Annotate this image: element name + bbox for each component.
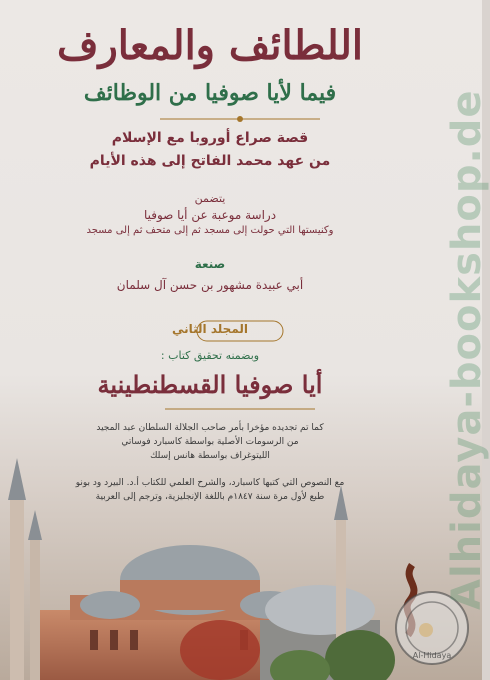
volume-label: المجلد الثاني <box>172 322 248 336</box>
book-title: أيا صوفيا القسطنطينية <box>97 370 323 399</box>
churches-line: وكنيستها التي حولت إلى مسجد ثم إلى متحف ثم إلى مسجد <box>86 225 334 236</box>
contains-label: يتضمن <box>194 192 226 205</box>
description-line-1: كما تم تجديده مؤخرا بأمر صاحب الجلالة السلطان عبد المجيد <box>96 423 324 433</box>
made-by-label: صنعة <box>194 257 226 271</box>
divider-ornament-2 <box>160 404 320 414</box>
description-line-4: مع النصوص التي كتبها كاسبارد، والشرح العلمي للكتاب أ.د. البيرد ود بونو <box>75 478 345 488</box>
subtitle-1: قصة صراع أوروبا مع الإسلام <box>111 130 309 146</box>
title-main: اللطائف والمعارف <box>56 22 363 69</box>
description-line-5: طبع لأول مرة سنة ١٨٤٧م باللغة الإنجليزية، وترجم إلى العربية <box>95 492 325 502</box>
includes-label: وبضمنه تحقيق كتاب : <box>160 349 260 362</box>
divider-ornament-1 <box>150 112 330 126</box>
description-line-3: الليتوغراف بواسطة هانس إسلك <box>150 451 270 461</box>
subtitle-2: من عهد محمد الفاتح إلى هذه الأيام <box>89 153 331 169</box>
study-line: دراسة موعبة عن أيا صوفيا <box>143 208 277 222</box>
stamp-text: Al-Hidaya <box>412 651 452 660</box>
author-name: أبي عبيدة مشهور بن حسن آل سلمان <box>116 278 304 292</box>
description-line-2: من الرسومات الأصلية بواسطة كاسبارد فوساتي <box>121 437 299 447</box>
watermark-text: Alhidaya-bookshop.de <box>444 89 490 610</box>
title-sub: فيما لأيا صوفيا من الوظائف <box>83 80 337 106</box>
